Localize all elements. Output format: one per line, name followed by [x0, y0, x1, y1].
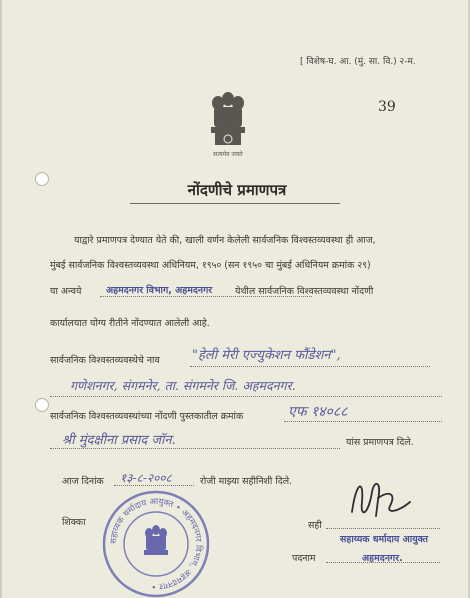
- body-line-4: कार्यालयात योग्य रीतीने नोंदण्यात आलेली आहे.: [50, 318, 210, 329]
- body-line-2: मुंबई सार्वजनिक विश्वस्तव्यवस्था अधिनियम, १९५० (सन १९५० चा मुंबई अधिनियम क्रमांक २९): [50, 260, 371, 271]
- seal-label: शिक्का: [62, 517, 86, 528]
- office-stamp: अहमदनगर विभाग, अहमदनगर: [106, 285, 213, 296]
- title-underline: [130, 203, 340, 204]
- reg-number-dotted-line: [284, 421, 442, 422]
- serial-number: 39: [378, 99, 396, 115]
- trust-address: गणेशनगर, संगमनेर, ता. संगमनेर जि. अहमदनगर.: [70, 378, 296, 393]
- signature-mark: [338, 472, 448, 532]
- reg-number-label: सार्वजनिक विश्वस्तव्यवस्थांच्या नोंदणी पुस्तकातील क्रमांक: [50, 411, 244, 422]
- recipient-dotted-line: [50, 448, 340, 449]
- recipient-name: श्री मुंदक्षीना प्रसाद जॉन.: [62, 433, 176, 448]
- designation-stamp-line-2: अहमदनगर.: [362, 553, 403, 564]
- trust-name-dotted-line: [190, 366, 430, 367]
- date-value: १३-८-२००८: [120, 471, 172, 485]
- form-reference: [ विशेष-घ. आ. (मुं. सा. वि.) २-म.: [300, 57, 416, 67]
- punch-hole-bottom: [35, 398, 49, 412]
- trust-name: "हेली मेरी एज्युकेशन फौंडेशन",: [192, 348, 341, 363]
- date-suffix: रोजी माझ्या सहीनिशी दिले.: [200, 476, 293, 487]
- official-seal: [102, 490, 210, 598]
- emblem-caption: सत्यमेव जयते: [213, 151, 243, 158]
- trust-address-dotted-line: [50, 396, 442, 397]
- recipient-suffix: यांस प्रमाणपत्र दिले.: [346, 437, 414, 448]
- designation-dotted-line: [326, 562, 440, 563]
- date-prefix: आज दिनांक: [62, 476, 104, 487]
- seal-ring-text: सहाय्यक धर्मादाय आयुक्त • अहमदनगर विभाग, अहमदनगर •: [108, 496, 204, 592]
- trust-name-label: सार्वजनिक विश्वस्तव्यवस्थेचे नाव: [50, 355, 160, 366]
- body-line-3-suffix: येथील सार्वजनिक विश्वस्तव्यवस्था नोंदणी: [235, 286, 374, 297]
- certificate-title: नोंदणीचे प्रमाणपत्र: [187, 181, 287, 199]
- designation-stamp-line-1: सहाय्यक धर्मादाय आयुक्त: [340, 534, 429, 545]
- body-line-1: याद्वारे प्रमाणपत्र देण्यात येते की, खाली वर्णन केलेली सार्वजनिक विश्वस्तव्यवस्था ही आज,: [74, 235, 376, 246]
- signature-label: सही: [308, 520, 322, 531]
- designation-label: पदनाम: [292, 553, 316, 564]
- body-line-3-prefix: या अन्वये: [50, 286, 82, 297]
- reg-number: एफ १४०८८: [288, 404, 348, 420]
- date-dotted-line: [114, 485, 194, 486]
